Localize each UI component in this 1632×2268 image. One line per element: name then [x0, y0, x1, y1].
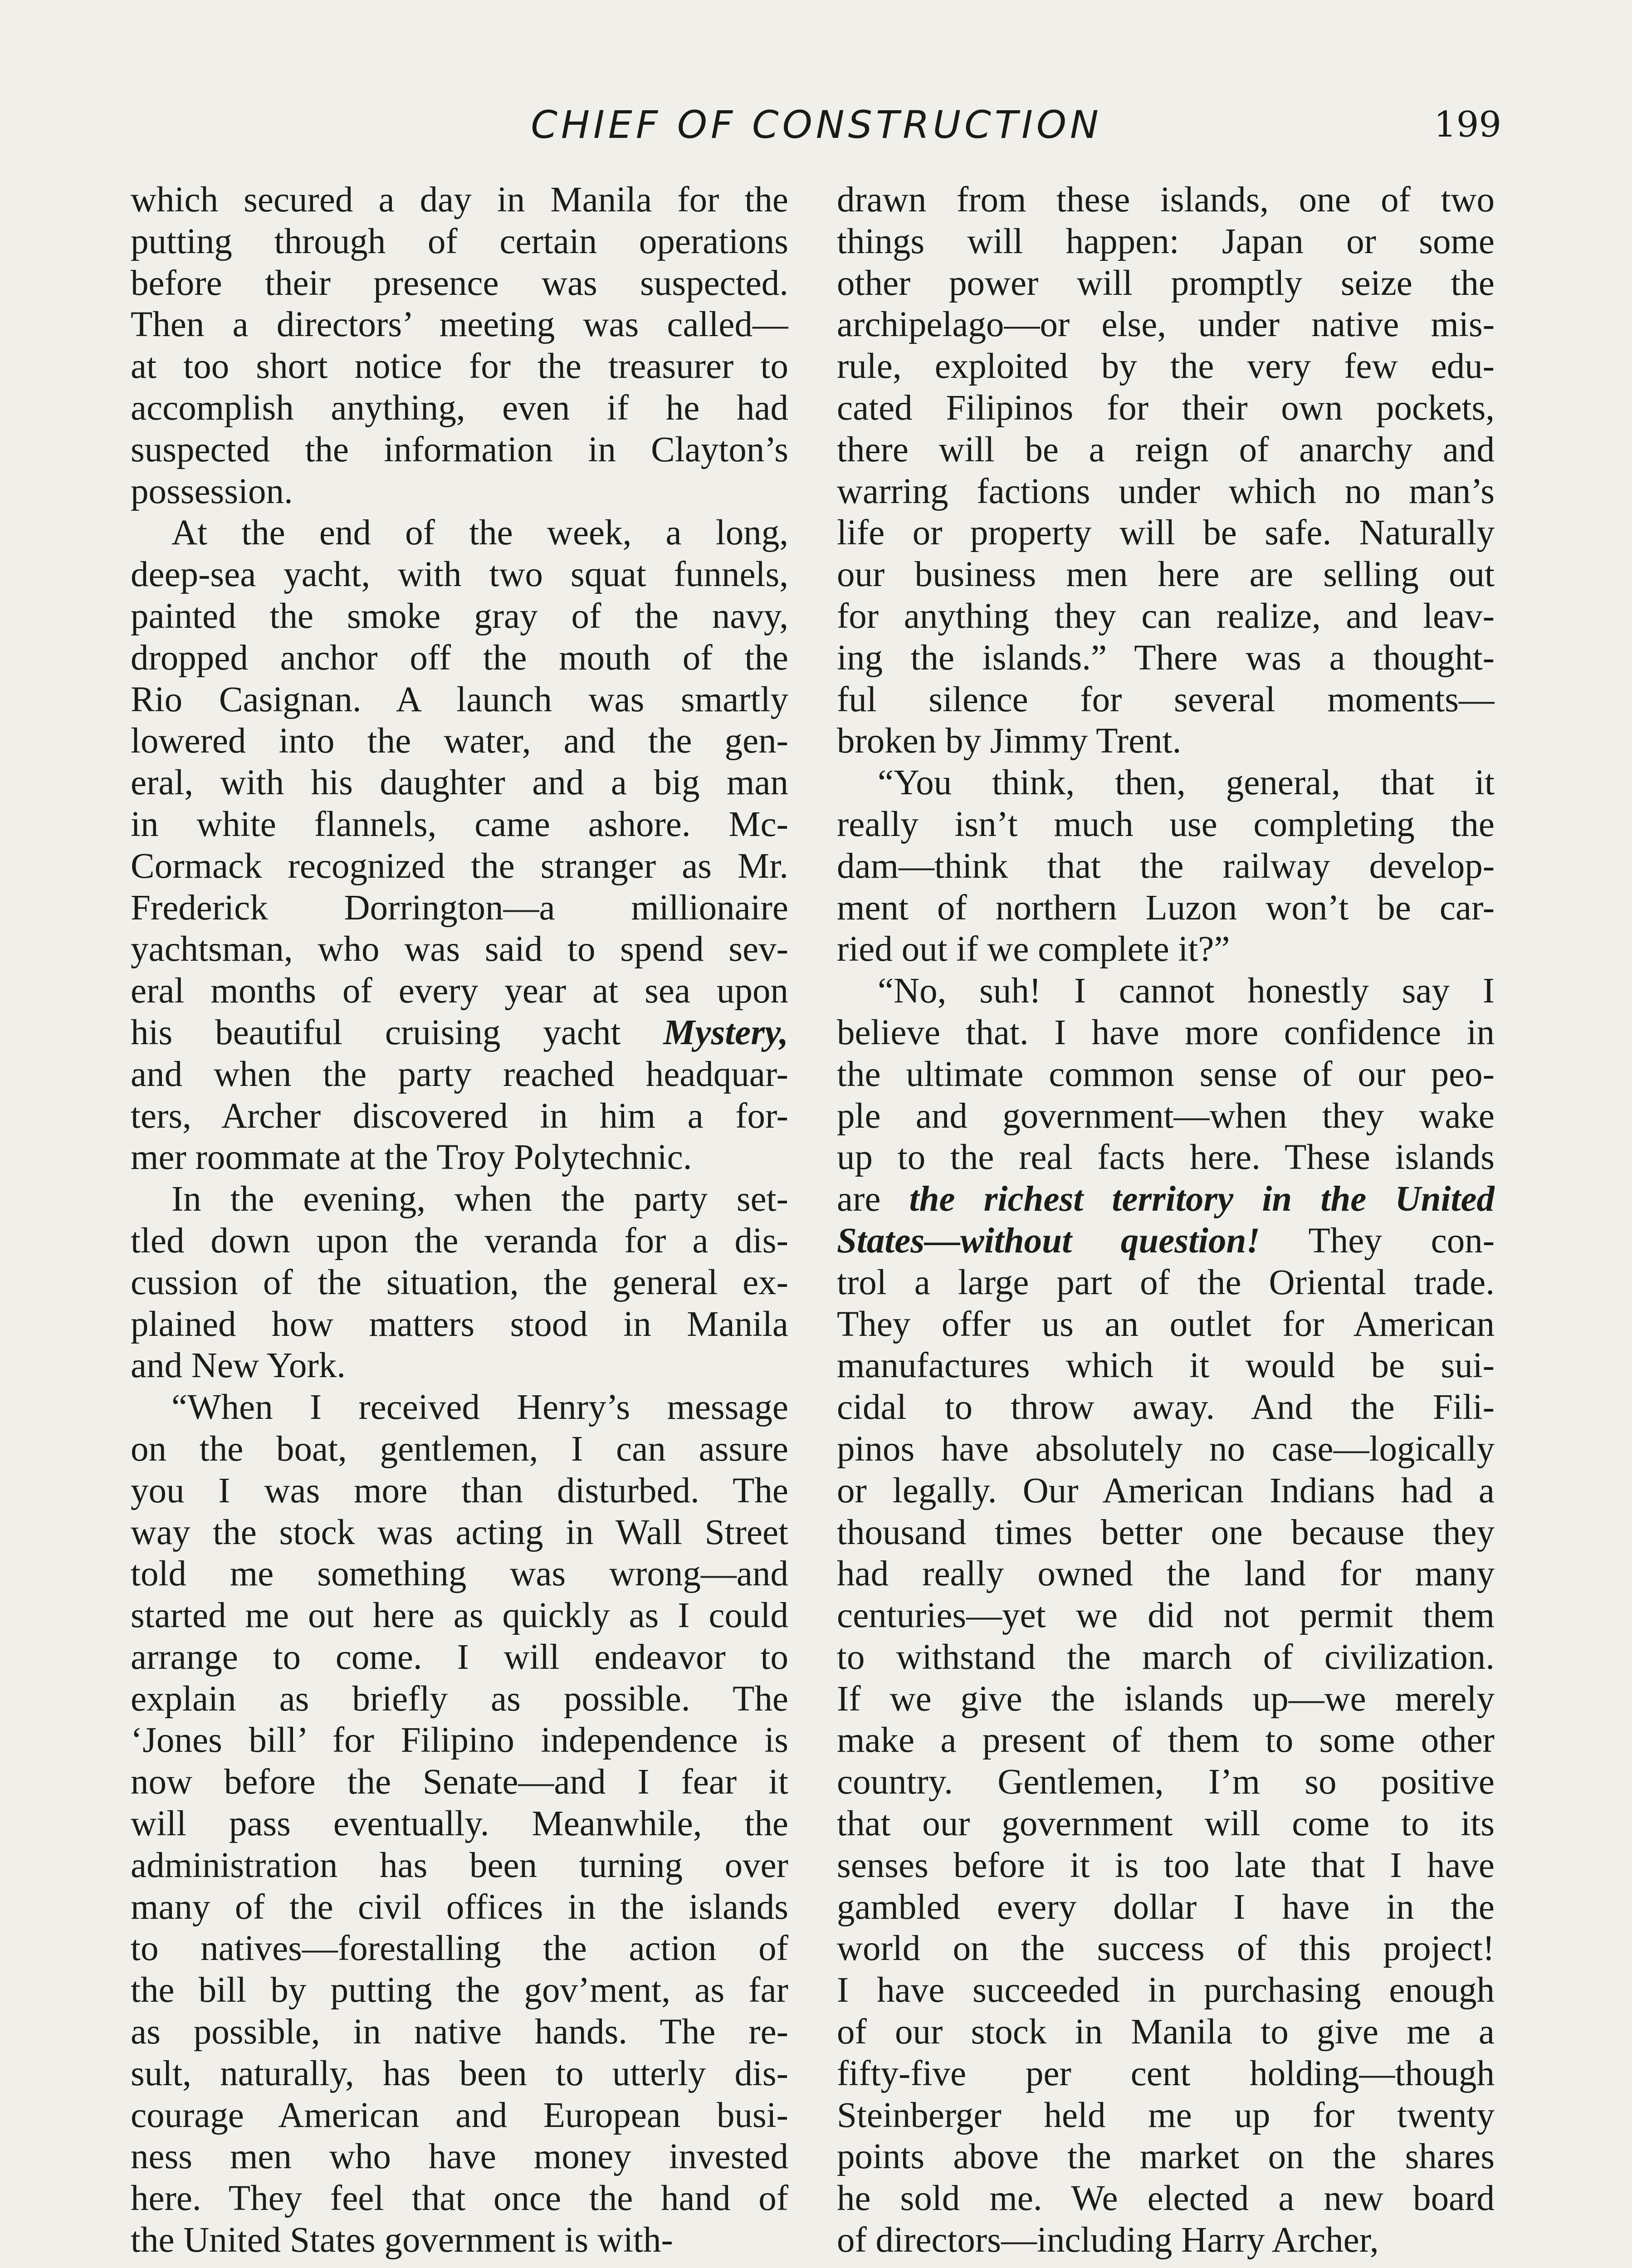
- text-line: “You think, then, general, that it: [878, 763, 1495, 803]
- paragraph: [837, 762, 1495, 970]
- text-line: ple and government—when they wake: [837, 1096, 1495, 1136]
- text-line: “When I received Henry’s message: [171, 1388, 788, 1427]
- text-line: painted the smoke gray of the navy,: [131, 596, 788, 636]
- text-line: possession.: [131, 471, 293, 511]
- paragraph: [131, 1387, 788, 2261]
- text-line: here. They feel that once the hand of: [131, 2179, 788, 2219]
- text-line: broken by Jimmy Trent.: [837, 721, 1182, 761]
- text-line: They offer us an outlet for American: [837, 1304, 1495, 1344]
- text-line: fifty-five per cent holding—though: [837, 2053, 1495, 2093]
- text-line: yachtsman, who was said to spend sev-: [131, 929, 788, 969]
- text-line: he sold me. We elected a new board: [837, 2179, 1495, 2219]
- text-line: suspected the information in Clayton’s: [131, 430, 788, 469]
- text-line: administration has been turning over: [131, 1845, 788, 1885]
- text-line: I have succeeded in purchasing enough: [837, 1970, 1495, 2010]
- text-line: had really owned the land for many: [837, 1554, 1495, 1594]
- text-line: Rio Casignan. A launch was smartly: [131, 679, 788, 719]
- text-line: manufactures which it would be sui-: [837, 1346, 1495, 1386]
- text-line: ters, Archer discovered in him a for-: [131, 1096, 788, 1136]
- text-line: explain as briefly as possible. The: [131, 1679, 788, 1719]
- text-line: for anything they can realize, and leav-: [837, 596, 1495, 636]
- text-line: there will be a reign of anarchy and: [837, 430, 1495, 469]
- text-line: senses before it is too late that I have: [837, 1845, 1495, 1885]
- left-column: [131, 179, 788, 2261]
- text-line: of directors—including Harry Archer,: [837, 2220, 1379, 2260]
- running-title: CHIEF OF CONSTRUCTION: [531, 103, 1102, 147]
- right-column: [837, 179, 1495, 2261]
- text-line: at too short notice for the treasurer to: [131, 347, 788, 386]
- text-line: up to the real facts here. These islands: [837, 1138, 1495, 1178]
- text-line: world on the success of this project!: [837, 1929, 1495, 1969]
- text-line: pinos have absolutely no case—logically: [837, 1429, 1495, 1469]
- text-line: If we give the islands up—we merely: [837, 1679, 1495, 1719]
- text-line: dropped anchor off the mouth of the: [131, 638, 788, 678]
- text-line: Frederick Dorrington—a millionaire: [131, 888, 788, 928]
- paragraph: [837, 970, 1495, 2261]
- paragraph: [131, 512, 788, 1178]
- text-line: centuries—yet we did not permit them: [837, 1596, 1495, 1636]
- text-line: to withstand the march of civilization.: [837, 1637, 1495, 1677]
- paragraph: [131, 1178, 788, 1387]
- text-line: as possible, in native hands. The re-: [131, 2012, 788, 2052]
- text-line: and New York.: [131, 1346, 346, 1386]
- text-line: Steinberger held me up for twenty: [837, 2095, 1495, 2135]
- text-line: are the richest territory in the United: [837, 1179, 1495, 1219]
- text-line: ried out if we complete it?”: [837, 929, 1230, 969]
- text-line: archipelago—or else, under native mis-: [837, 305, 1495, 345]
- text-line: in white flannels, came ashore. Mc-: [131, 804, 788, 844]
- text-line: told me something was wrong—and: [131, 1554, 788, 1594]
- text-line: Cormack recognized the stranger as Mr.: [131, 846, 788, 886]
- paragraph: [131, 179, 788, 512]
- text-line: ful silence for several moments—: [837, 679, 1495, 719]
- text-line: accomplish anything, even if he had: [131, 388, 788, 428]
- text-line: At the end of the week, a long,: [171, 513, 788, 553]
- text-line: the ultimate common sense of our peo-: [837, 1054, 1495, 1094]
- text-line: or legally. Our American Indians had a: [837, 1471, 1495, 1510]
- text-line: many of the civil offices in the islands: [131, 1887, 788, 1927]
- text-line: his beautiful cruising yacht Mystery,: [131, 1012, 788, 1052]
- text-line: really isn’t much use completing the: [837, 804, 1495, 844]
- text-line: you I was more than disturbed. The: [131, 1471, 788, 1510]
- text-line: gambled every dollar I have in the: [837, 1887, 1495, 1927]
- text-line: rule, exploited by the very few edu-: [837, 347, 1495, 386]
- text-line: on the boat, gentlemen, I can assure: [131, 1429, 788, 1469]
- text-line: to natives—forestalling the action of: [131, 1929, 788, 1969]
- text-line: cussion of the situation, the general ex-: [131, 1262, 788, 1302]
- text-line: ness men who have money invested: [131, 2137, 788, 2177]
- text-line: dam—think that the railway develop-: [837, 846, 1495, 886]
- text-line: the bill by putting the gov’ment, as far: [131, 1970, 788, 2010]
- text-line: our business men here are selling out: [837, 555, 1495, 595]
- text-line: things will happen: Japan or some: [837, 221, 1495, 261]
- paragraph: [837, 179, 1495, 762]
- text-line: that our government will come to its: [837, 1804, 1495, 1844]
- text-line: of our stock in Manila to give me a: [837, 2012, 1495, 2052]
- text-line: plained how matters stood in Manila: [131, 1304, 788, 1344]
- text-line: cidal to throw away. And the Fili-: [837, 1388, 1495, 1427]
- text-line: now before the Senate—and I fear it: [131, 1762, 788, 1802]
- text-line: the United States government is with-: [131, 2220, 673, 2260]
- text-line: sult, naturally, has been to utterly dis-: [131, 2053, 788, 2093]
- text-line: will pass eventually. Meanwhile, the: [131, 1804, 788, 1844]
- text-line: eral, with his daughter and a big man: [131, 763, 788, 803]
- text-line: deep-sea yacht, with two squat funnels,: [131, 555, 788, 595]
- page-header: [132, 98, 1501, 152]
- text-line: mer roommate at the Troy Polytechnic.: [131, 1138, 692, 1178]
- text-line: drawn from these islands, one of two: [837, 180, 1495, 220]
- text-line: trol a large part of the Oriental trade.: [837, 1262, 1495, 1302]
- text-line: points above the market on the shares: [837, 2137, 1495, 2177]
- text-line: believe that. I have more confidence in: [837, 1012, 1495, 1052]
- text-line: tled down upon the veranda for a dis-: [131, 1221, 788, 1261]
- text-line: States—without question! They con-: [837, 1221, 1495, 1261]
- text-line: before their presence was suspected.: [131, 263, 788, 303]
- text-line: other power will promptly seize the: [837, 263, 1495, 303]
- text-line: started me out here as quickly as I could: [131, 1596, 788, 1636]
- text-line: ing the islands.” There was a thought-: [837, 638, 1495, 678]
- page-number: 199: [1434, 104, 1501, 145]
- text-line: eral months of every year at sea upon: [131, 971, 788, 1011]
- text-line: arrange to come. I will endeavor to: [131, 1637, 788, 1677]
- text-line: country. Gentlemen, I’m so positive: [837, 1762, 1495, 1802]
- text-line: way the stock was acting in Wall Street: [131, 1512, 788, 1552]
- text-line: putting through of certain operations: [131, 221, 788, 261]
- text-line: Then a directors’ meeting was called—: [131, 305, 788, 345]
- text-line: In the evening, when the party set-: [171, 1179, 788, 1219]
- text-line: warring factions under which no man’s: [837, 471, 1495, 511]
- text-line: “No, suh! I cannot honestly say I: [878, 971, 1495, 1011]
- text-line: ‘Jones bill’ for Filipino independence is: [131, 1721, 788, 1760]
- text-line: cated Filipinos for their own pockets,: [837, 388, 1495, 428]
- text-line: life or property will be safe. Naturally: [837, 513, 1495, 553]
- text-line: thousand times better one because they: [837, 1512, 1495, 1552]
- text-line: make a present of them to some other: [837, 1721, 1495, 1760]
- text-line: which secured a day in Manila for the: [131, 180, 788, 220]
- text-line: and when the party reached headquar-: [131, 1054, 788, 1094]
- text-line: ment of northern Luzon won’t be car-: [837, 888, 1495, 928]
- text-line: courage American and European busi-: [131, 2095, 788, 2135]
- text-line: lowered into the water, and the gen-: [131, 721, 788, 761]
